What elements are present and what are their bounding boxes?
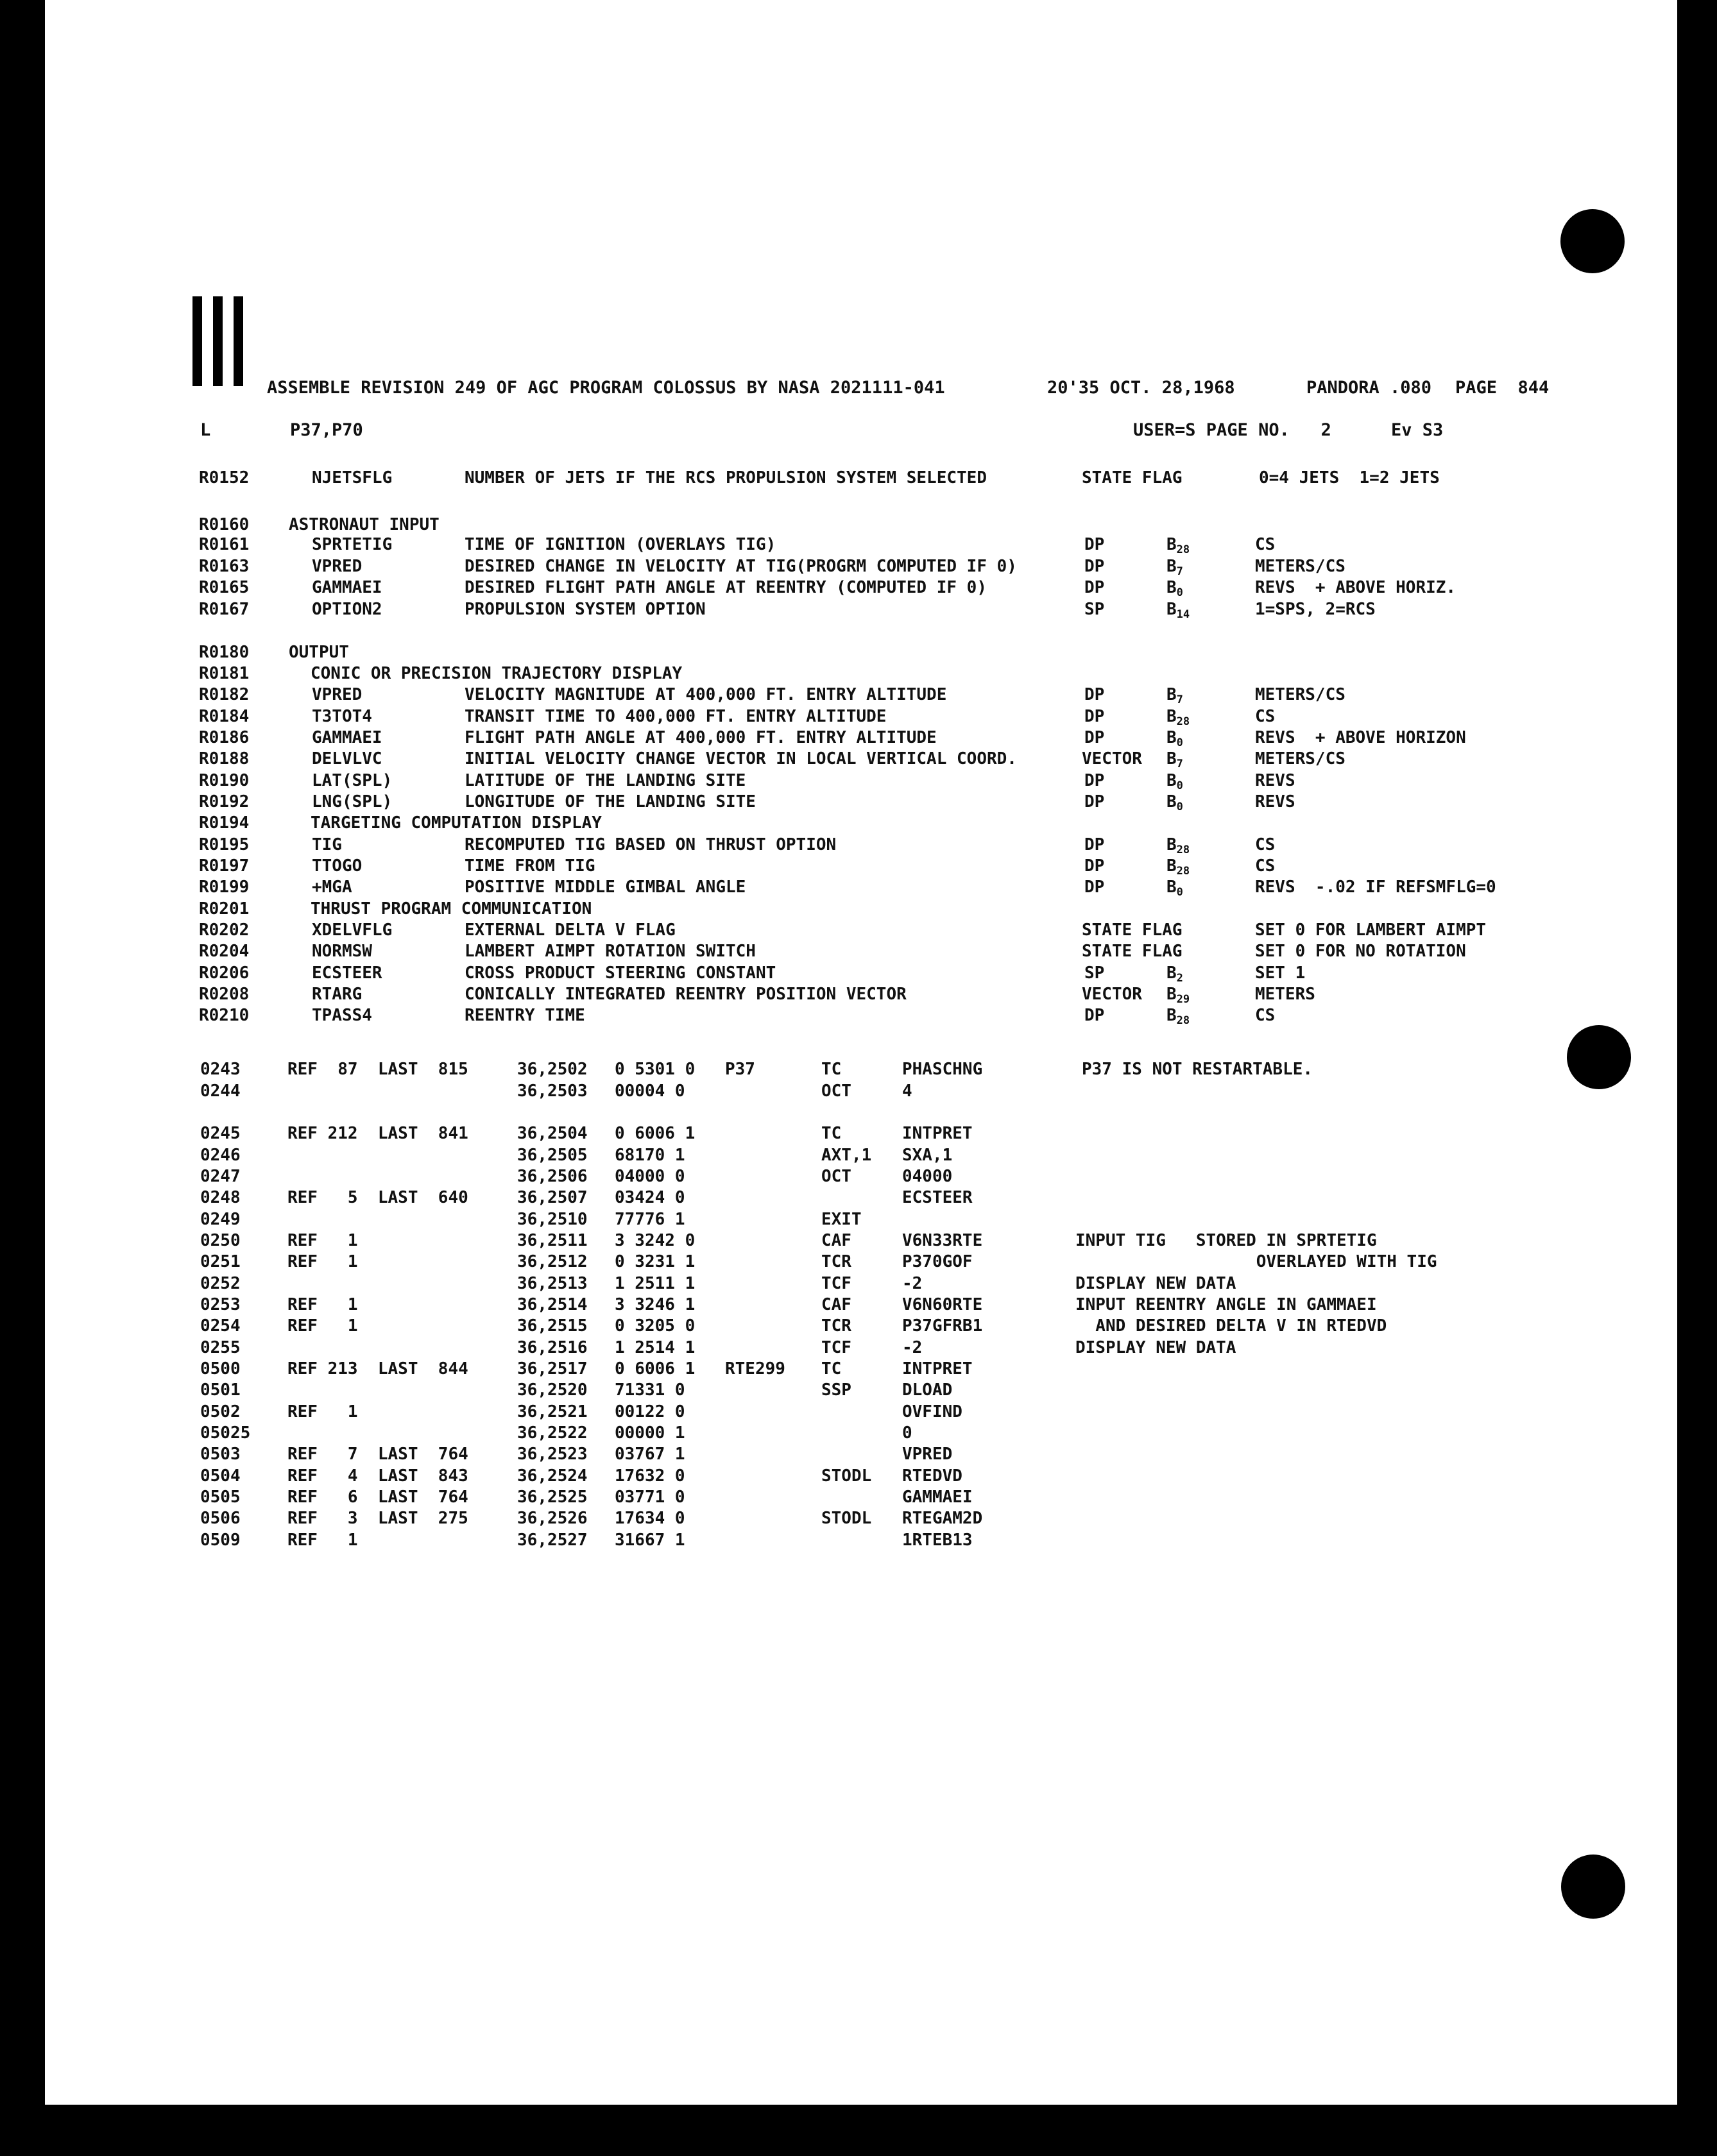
code-word: 0 5301 0	[615, 1060, 696, 1079]
code-word: 00122 0	[615, 1402, 685, 1422]
erasable-name: TPASS4	[312, 1006, 372, 1025]
code-operand: V6N33RTE	[902, 1231, 983, 1250]
erasable-description: LONGITUDE OF THE LANDING SITE	[465, 792, 756, 811]
code-line-number: 05025	[200, 1423, 251, 1443]
code-address: 36,2503	[517, 1082, 588, 1101]
erasable-description: FLIGHT PATH ANGLE AT 400,000 FT. ENTRY ALTITUDE	[465, 728, 937, 747]
code-operand: V6N60RTE	[902, 1295, 983, 1314]
erasable-id: R0165	[199, 578, 250, 597]
erasable-name: +MGA	[312, 878, 352, 897]
erasable-scale-exponent: 0	[1176, 736, 1183, 749]
code-reference: REF 6 LAST 764	[287, 1488, 468, 1507]
erasable-description: NUMBER OF JETS IF THE RCS PROPULSION SYSTEM SELECTED	[465, 468, 987, 488]
code-operand: 0	[902, 1423, 912, 1443]
erasable-name: LAT(SPL)	[312, 771, 393, 790]
erasable-name: GAMMAEI	[312, 578, 382, 597]
code-address: 36,2507	[517, 1188, 588, 1207]
code-address: 36,2525	[517, 1488, 588, 1507]
erasable-units: METERS/CS	[1255, 557, 1345, 576]
erasable-scale-exponent: 28	[1176, 715, 1190, 728]
code-reference: REF 1	[287, 1252, 358, 1271]
erasable-name: THRUST PROGRAM COMMUNICATION	[311, 899, 592, 919]
code-comment: OVERLAYED WITH TIG	[1075, 1252, 1437, 1271]
erasable-scale-exponent: 0	[1176, 886, 1183, 899]
code-operand: P37GFRB1	[902, 1316, 983, 1336]
header-assembly-line: ASSEMBLE REVISION 249 OF AGC PROGRAM COLOSSUS BY NASA 2021111-041	[267, 378, 945, 398]
code-operand: -2	[902, 1338, 923, 1357]
erasable-name: GAMMAEI	[312, 728, 382, 747]
code-reference: REF 1	[287, 1531, 358, 1550]
header-program: P37,P70	[290, 420, 363, 440]
code-word: 03767 1	[615, 1445, 685, 1464]
erasable-scale-exponent: 2	[1176, 972, 1183, 985]
erasable-description: POSITIVE MIDDLE GIMBAL ANGLE	[465, 878, 746, 897]
erasable-type: DP	[1084, 685, 1105, 704]
punch-hole-top	[1560, 209, 1625, 273]
erasable-type: DP	[1084, 535, 1105, 554]
code-line-number: 0500	[200, 1359, 241, 1379]
code-line-number: 0250	[200, 1231, 241, 1250]
erasable-scale-exponent: 28	[1176, 1014, 1190, 1027]
code-word: 1 2511 1	[615, 1274, 696, 1293]
erasable-name: TARGETING COMPUTATION DISPLAY	[311, 813, 602, 833]
erasable-id: R0180	[199, 643, 250, 662]
erasable-name: VPRED	[312, 685, 363, 704]
code-word: 31667 1	[615, 1531, 685, 1550]
code-line-number: 0245	[200, 1124, 241, 1143]
code-word: 0 6006 1	[615, 1359, 696, 1379]
code-address: 36,2523	[517, 1445, 588, 1464]
erasable-id: R0152	[199, 468, 250, 488]
erasable-units: CS	[1255, 535, 1276, 554]
erasable-type: DP	[1084, 792, 1105, 811]
code-operand: 04000	[902, 1167, 953, 1186]
code-address: 36,2521	[517, 1402, 588, 1422]
erasable-scale-base: B	[1166, 749, 1177, 768]
erasable-scale	[1166, 1006, 1190, 1030]
erasable-scale	[1166, 878, 1183, 902]
erasable-name: NORMSW	[312, 942, 372, 961]
punch-hole-middle	[1567, 1025, 1631, 1089]
code-word: 03424 0	[615, 1188, 685, 1207]
erasable-type: VECTOR	[1082, 985, 1142, 1004]
code-address: 36,2512	[517, 1252, 588, 1271]
code-opcode: TCF	[821, 1274, 851, 1293]
header-pandora: PANDORA .080	[1306, 378, 1432, 398]
erasable-id: R0197	[199, 856, 250, 876]
scan-border-right	[1677, 0, 1717, 2156]
erasable-scale-base: B	[1166, 578, 1177, 597]
erasable-name: OPTION2	[312, 600, 382, 619]
erasable-name: ASTRONAUT INPUT	[289, 515, 440, 534]
code-operand: INTPRET	[902, 1124, 973, 1143]
code-address: 36,2522	[517, 1423, 588, 1443]
erasable-scale-exponent: 7	[1176, 565, 1183, 578]
erasable-name: VPRED	[312, 557, 363, 576]
code-address: 36,2515	[517, 1316, 588, 1336]
code-opcode: TC	[821, 1060, 842, 1079]
erasable-description: TIME OF IGNITION (OVERLAYS TIG)	[465, 535, 776, 554]
erasable-scale-exponent: 14	[1176, 608, 1190, 621]
erasable-id: R0206	[199, 963, 250, 983]
erasable-type: DP	[1084, 707, 1105, 726]
code-reference: REF 1	[287, 1316, 358, 1336]
erasable-units: CS	[1255, 1006, 1276, 1025]
code-address: 36,2527	[517, 1531, 588, 1550]
code-operand: DLOAD	[902, 1380, 953, 1400]
code-operand: RTEGAM2D	[902, 1509, 983, 1528]
erasable-scale-base: B	[1166, 707, 1177, 726]
erasable-type: DP	[1084, 1006, 1105, 1025]
code-opcode: SSP	[821, 1380, 851, 1400]
code-address: 36,2505	[517, 1146, 588, 1165]
erasable-scale-base: B	[1166, 985, 1177, 1004]
erasable-id: R0194	[199, 813, 250, 833]
erasable-scale-base: B	[1166, 535, 1177, 554]
erasable-type: STATE FLAG	[1082, 921, 1183, 940]
code-reference: REF 212 LAST 841	[287, 1124, 468, 1143]
erasable-id: R0186	[199, 728, 250, 747]
erasable-description: REENTRY TIME	[465, 1006, 585, 1025]
erasable-name: XDELVFLG	[312, 921, 393, 940]
erasable-name: LNG(SPL)	[312, 792, 393, 811]
code-line-number: 0252	[200, 1274, 241, 1293]
erasable-units: REVS	[1255, 792, 1295, 811]
erasable-id: R0204	[199, 942, 250, 961]
erasable-name: NJETSFLG	[312, 468, 393, 488]
erasable-scale-exponent: 28	[1176, 844, 1190, 856]
code-address: 36,2513	[517, 1274, 588, 1293]
erasable-scale-base: B	[1166, 792, 1177, 811]
code-address: 36,2511	[517, 1231, 588, 1250]
erasable-type: SP	[1084, 963, 1105, 983]
erasable-units: REVS -.02 IF REFSMFLG=0	[1255, 878, 1496, 897]
erasable-name: OUTPUT	[289, 643, 349, 662]
registration-bars	[192, 296, 246, 386]
code-reference: REF 213 LAST 844	[287, 1359, 468, 1379]
erasable-units: 1=SPS, 2=RCS	[1255, 600, 1376, 619]
code-address: 36,2526	[517, 1509, 588, 1528]
code-label: RTE299	[725, 1359, 785, 1379]
code-word: 71331 0	[615, 1380, 685, 1400]
erasable-scale	[1166, 749, 1183, 774]
code-comment: INPUT REENTRY ANGLE IN GAMMAEI	[1075, 1295, 1377, 1314]
erasable-name: TIG	[312, 835, 342, 854]
erasable-name: T3TOT4	[312, 707, 372, 726]
erasable-units: SET 0 FOR LAMBERT AIMPT	[1255, 921, 1487, 940]
erasable-description: RECOMPUTED TIG BASED ON THRUST OPTION	[465, 835, 837, 854]
code-opcode: TCR	[821, 1252, 851, 1271]
erasable-scale-base: B	[1166, 963, 1177, 983]
erasable-id: R0202	[199, 921, 250, 940]
code-opcode: CAF	[821, 1295, 851, 1314]
code-opcode: STODL	[821, 1466, 872, 1486]
erasable-units: REVS + ABOVE HORIZON	[1255, 728, 1466, 747]
erasable-id: R0201	[199, 899, 250, 919]
erasable-description: VELOCITY MAGNITUDE AT 400,000 FT. ENTRY ALTITUDE	[465, 685, 947, 704]
punch-hole-bottom	[1561, 1855, 1625, 1919]
code-operand: ECSTEER	[902, 1188, 973, 1207]
code-opcode: TC	[821, 1359, 842, 1379]
code-line-number: 0505	[200, 1488, 241, 1507]
code-opcode: STODL	[821, 1509, 872, 1528]
erasable-description: DESIRED CHANGE IN VELOCITY AT TIG(PROGRM COMPUTED IF 0)	[465, 557, 1017, 576]
code-opcode: TC	[821, 1124, 842, 1143]
code-comment: DISPLAY NEW DATA	[1075, 1338, 1236, 1357]
code-comment: DISPLAY NEW DATA	[1075, 1274, 1236, 1293]
code-word: 03771 0	[615, 1488, 685, 1507]
erasable-type: DP	[1084, 835, 1105, 854]
erasable-units: METERS/CS	[1255, 685, 1345, 704]
erasable-id: R0161	[199, 535, 250, 554]
erasable-description: EXTERNAL DELTA V FLAG	[465, 921, 676, 940]
erasable-units: METERS	[1255, 985, 1315, 1004]
header-left-mark: L	[200, 420, 211, 440]
erasable-units: 0=4 JETS 1=2 JETS	[1259, 468, 1440, 488]
erasable-description: LATITUDE OF THE LANDING SITE	[465, 771, 746, 790]
erasable-id: R0192	[199, 792, 250, 811]
code-line-number: 0249	[200, 1210, 241, 1229]
code-word: 0 6006 1	[615, 1124, 696, 1143]
code-word: 3 3242 0	[615, 1231, 696, 1250]
code-reference: REF 1	[287, 1295, 358, 1314]
code-reference: REF 87 LAST 815	[287, 1060, 468, 1079]
erasable-scale-exponent: 7	[1176, 693, 1183, 706]
erasable-id: R0195	[199, 835, 250, 854]
erasable-scale-base: B	[1166, 728, 1177, 747]
code-word: 17632 0	[615, 1466, 685, 1486]
erasable-type: VECTOR	[1082, 749, 1142, 768]
code-line-number: 0246	[200, 1146, 241, 1165]
erasable-id: R0184	[199, 707, 250, 726]
code-operand: 4	[902, 1082, 912, 1101]
code-operand: -2	[902, 1274, 923, 1293]
erasable-type: DP	[1084, 856, 1105, 876]
code-line-number: 0247	[200, 1167, 241, 1186]
code-label: P37	[725, 1060, 755, 1079]
erasable-description: DESIRED FLIGHT PATH ANGLE AT REENTRY (COMPUTED IF 0)	[465, 578, 987, 597]
erasable-id: R0163	[199, 557, 250, 576]
erasable-id: R0210	[199, 1006, 250, 1025]
code-word: 77776 1	[615, 1210, 685, 1229]
erasable-units: REVS + ABOVE HORIZ.	[1255, 578, 1456, 597]
code-opcode: CAF	[821, 1231, 851, 1250]
code-operand: OVFIND	[902, 1402, 962, 1422]
header-tail: Ev S3	[1391, 420, 1444, 440]
code-reference: REF 3 LAST 275	[287, 1509, 468, 1528]
erasable-name: DELVLVC	[312, 749, 382, 768]
code-word: 00004 0	[615, 1082, 685, 1101]
erasable-id: R0182	[199, 685, 250, 704]
code-operand: 1RTEB13	[902, 1531, 973, 1550]
erasable-scale-exponent: 28	[1176, 865, 1190, 878]
erasable-scale-base: B	[1166, 685, 1177, 704]
erasable-type: SP	[1084, 600, 1105, 619]
erasable-units: CS	[1255, 856, 1276, 876]
code-address: 36,2524	[517, 1466, 588, 1486]
erasable-scale-exponent: 28	[1176, 543, 1190, 556]
code-line-number: 0502	[200, 1402, 241, 1422]
erasable-type: STATE FLAG	[1082, 942, 1183, 961]
erasable-units: CS	[1255, 707, 1276, 726]
erasable-name: ECSTEER	[312, 963, 382, 983]
erasable-name: RTARG	[312, 985, 363, 1004]
code-address: 36,2520	[517, 1380, 588, 1400]
erasable-id: R0190	[199, 771, 250, 790]
erasable-name: SPRTETIG	[312, 535, 393, 554]
code-opcode: TCR	[821, 1316, 851, 1336]
code-opcode: OCT	[821, 1167, 851, 1186]
erasable-scale-base: B	[1166, 1006, 1177, 1025]
erasable-scale	[1166, 535, 1190, 559]
erasable-id: R0160	[199, 515, 250, 534]
code-line-number: 0255	[200, 1338, 241, 1357]
code-line-number: 0254	[200, 1316, 241, 1336]
erasable-description: INITIAL VELOCITY CHANGE VECTOR IN LOCAL VERTICAL COORD.	[465, 749, 1017, 768]
code-line-number: 0501	[200, 1380, 241, 1400]
code-word: 0 3231 1	[615, 1252, 696, 1271]
code-opcode: AXT,1	[821, 1146, 872, 1165]
code-line-number: 0251	[200, 1252, 241, 1271]
code-opcode: OCT	[821, 1082, 851, 1101]
erasable-scale-base: B	[1166, 878, 1177, 897]
erasable-scale-exponent: 7	[1176, 758, 1183, 770]
header-user-page: USER=S PAGE NO. 2	[1133, 420, 1331, 440]
erasable-units: SET 1	[1255, 963, 1306, 983]
code-line-number: 0248	[200, 1188, 241, 1207]
code-operand: P370GOF	[902, 1252, 973, 1271]
erasable-type: DP	[1084, 557, 1105, 576]
erasable-scale-base: B	[1166, 835, 1177, 854]
code-reference: REF 1	[287, 1231, 358, 1250]
erasable-type: DP	[1084, 771, 1105, 790]
code-address: 36,2516	[517, 1338, 588, 1357]
erasable-scale	[1166, 578, 1183, 602]
erasable-scale-base: B	[1166, 856, 1177, 876]
scan-border-bottom	[0, 2105, 1717, 2156]
code-word: 1 2514 1	[615, 1338, 696, 1357]
erasable-id: R0167	[199, 600, 250, 619]
erasable-name: TTOGO	[312, 856, 363, 876]
erasable-scale-base: B	[1166, 771, 1177, 790]
erasable-type: DP	[1084, 878, 1105, 897]
erasable-units: CS	[1255, 835, 1276, 854]
code-line-number: 0253	[200, 1295, 241, 1314]
erasable-id: R0181	[199, 664, 250, 683]
code-line-number: 0509	[200, 1531, 241, 1550]
code-operand: SXA,1	[902, 1146, 953, 1165]
code-line-number: 0504	[200, 1466, 241, 1486]
code-address: 36,2504	[517, 1124, 588, 1143]
code-operand: RTEDVD	[902, 1466, 962, 1486]
code-reference: REF 1	[287, 1402, 358, 1422]
code-opcode: TCF	[821, 1338, 851, 1357]
erasable-description: LAMBERT AIMPT ROTATION SWITCH	[465, 942, 756, 961]
code-reference: REF 4 LAST 843	[287, 1466, 468, 1486]
code-reference: REF 7 LAST 764	[287, 1445, 468, 1464]
code-operand: PHASCHNG	[902, 1060, 983, 1079]
code-line-number: 0506	[200, 1509, 241, 1528]
erasable-name: CONIC OR PRECISION TRAJECTORY DISPLAY	[311, 664, 683, 683]
header-page: PAGE 844	[1455, 378, 1550, 398]
erasable-type: STATE FLAG	[1082, 468, 1183, 488]
erasable-units: REVS	[1255, 771, 1295, 790]
erasable-id: R0188	[199, 749, 250, 768]
erasable-type: DP	[1084, 578, 1105, 597]
code-word: 00000 1	[615, 1423, 685, 1443]
erasable-id: R0199	[199, 878, 250, 897]
erasable-scale	[1166, 792, 1183, 817]
code-operand: VPRED	[902, 1445, 953, 1464]
code-line-number: 0244	[200, 1082, 241, 1101]
erasable-scale-base: B	[1166, 557, 1177, 576]
erasable-type: DP	[1084, 728, 1105, 747]
code-address: 36,2517	[517, 1359, 588, 1379]
code-word: 17634 0	[615, 1509, 685, 1528]
erasable-scale-exponent: 0	[1176, 779, 1183, 792]
erasable-units: METERS/CS	[1255, 749, 1345, 768]
code-comment: INPUT TIG STORED IN SPRTETIG	[1075, 1231, 1377, 1250]
erasable-scale	[1166, 600, 1190, 624]
code-reference: REF 5 LAST 640	[287, 1188, 468, 1207]
erasable-description: CROSS PRODUCT STEERING CONSTANT	[465, 963, 776, 983]
scan-border-left	[0, 0, 45, 2156]
erasable-scale-exponent: 0	[1176, 801, 1183, 813]
code-address: 36,2502	[517, 1060, 588, 1079]
code-operand: INTPRET	[902, 1359, 973, 1379]
code-address: 36,2510	[517, 1210, 588, 1229]
code-address: 36,2506	[517, 1167, 588, 1186]
code-address: 36,2514	[517, 1295, 588, 1314]
code-word: 04000 0	[615, 1167, 685, 1186]
erasable-description: TIME FROM TIG	[465, 856, 595, 876]
code-word: 0 3205 0	[615, 1316, 696, 1336]
erasable-id: R0208	[199, 985, 250, 1004]
erasable-description: TRANSIT TIME TO 400,000 FT. ENTRY ALTITUDE	[465, 707, 887, 726]
code-opcode: EXIT	[821, 1210, 862, 1229]
header-datetime: 20'35 OCT. 28,1968	[1047, 378, 1235, 398]
code-comment: AND DESIRED DELTA V IN RTEDVD	[1075, 1316, 1387, 1336]
code-operand: GAMMAEI	[902, 1488, 973, 1507]
code-word: 68170 1	[615, 1146, 685, 1165]
code-comment: P37 IS NOT RESTARTABLE.	[1082, 1060, 1313, 1079]
erasable-units: SET 0 FOR NO ROTATION	[1255, 942, 1466, 961]
erasable-scale-base: B	[1166, 600, 1177, 619]
code-line-number: 0243	[200, 1060, 241, 1079]
code-word: 3 3246 1	[615, 1295, 696, 1314]
erasable-scale	[1166, 685, 1183, 709]
erasable-description: CONICALLY INTEGRATED REENTRY POSITION VECTOR	[465, 985, 907, 1004]
erasable-description: PROPULSION SYSTEM OPTION	[465, 600, 706, 619]
erasable-scale-exponent: 29	[1176, 993, 1190, 1006]
code-line-number: 0503	[200, 1445, 241, 1464]
erasable-scale-exponent: 0	[1176, 586, 1183, 599]
